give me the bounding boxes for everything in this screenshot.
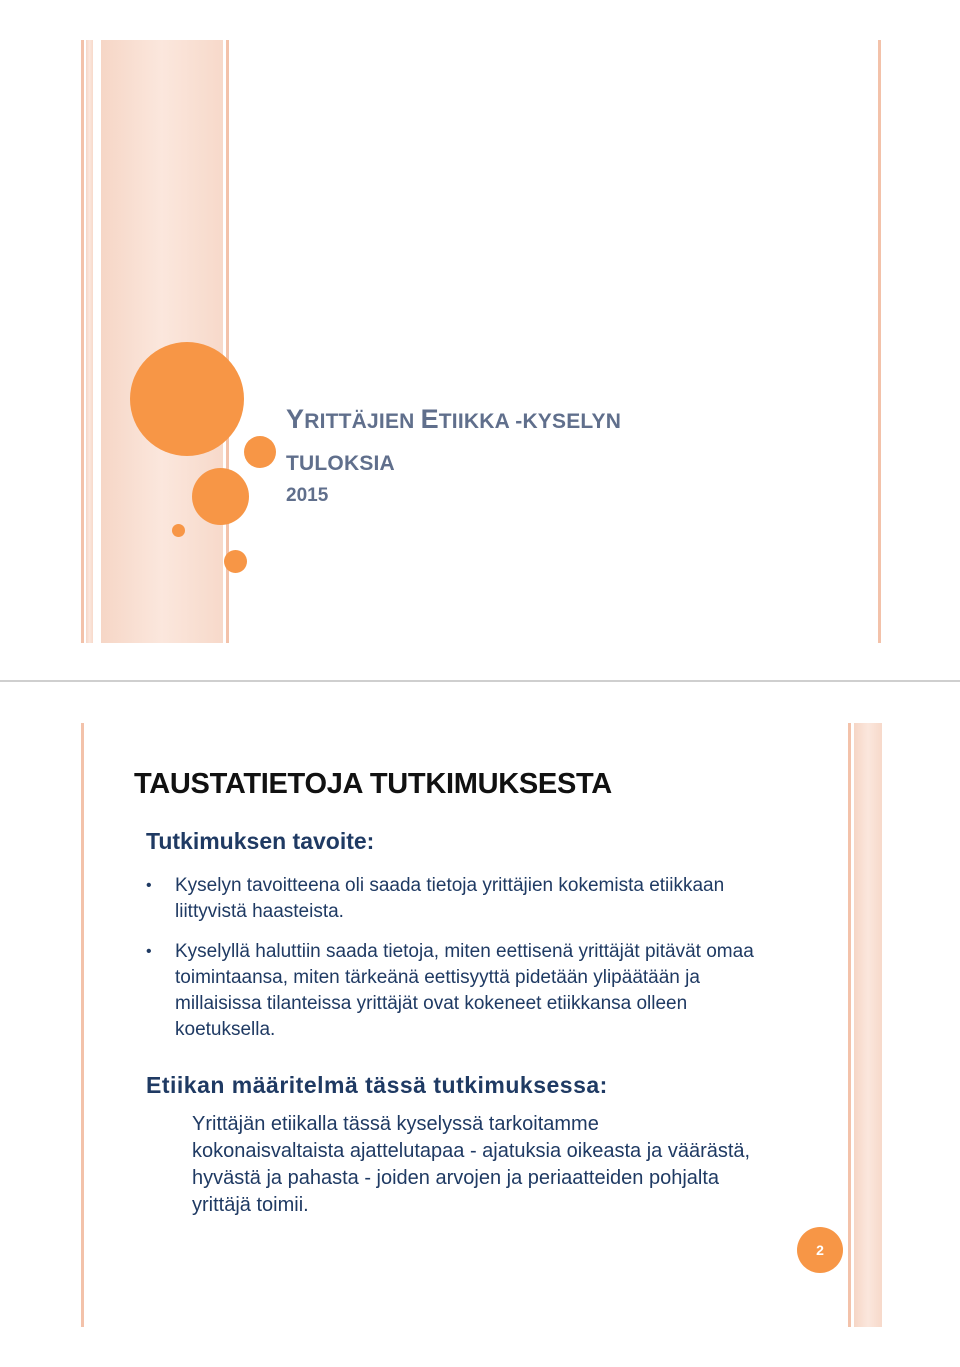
title-segment: KYSELYN xyxy=(522,410,622,433)
decor-stripe xyxy=(86,40,93,643)
decor-stripe xyxy=(81,723,84,1327)
slide-year: 2015 xyxy=(286,485,329,506)
slide-title-line-1 xyxy=(286,398,846,443)
decor-stripe xyxy=(101,40,223,643)
decor-circle-small xyxy=(224,550,247,573)
decor-circle-dot xyxy=(172,524,185,537)
slide-1 xyxy=(0,0,960,680)
decor-stripe xyxy=(878,40,881,643)
decor-stripe xyxy=(848,723,851,1327)
decor-circle-large xyxy=(130,342,244,456)
decor-stripe xyxy=(854,723,882,1327)
title-segment: RITTÄJIEN xyxy=(304,410,421,433)
title-segment: E xyxy=(420,404,439,434)
slide-heading: TAUSTATIETOJA TUTKIMUKSESTA xyxy=(134,768,612,800)
title-segment: Y xyxy=(286,404,305,434)
bullet-item: • Kyselyn tavoitteena oli saada tietoja yrittäjien kokemista etiikkaan liittyvistä haasteista. xyxy=(146,873,766,925)
page-number-badge: 2 xyxy=(797,1227,843,1273)
goal-heading: Tutkimuksen tavoite: xyxy=(146,828,375,854)
slide-title-line-2: TULOKSIA xyxy=(286,452,395,475)
decor-circle-medium xyxy=(192,468,249,525)
definition-text: Yrittäjän etiikalla tässä kyselyssä tarkoitamme kokonaisvaltaista ajattelutapaa - ajatuksia oikeasta ja väärästä, hyvästä ja pahasta - joiden arvojen ja periaatteiden pohjalta yrittäjä toimii. xyxy=(192,1113,751,1216)
definition-heading: Etiikan määritelmä tässä tutkimuksessa: xyxy=(146,1072,608,1098)
decor-stripe xyxy=(81,40,84,643)
slide-title xyxy=(286,398,846,485)
slide-divider xyxy=(0,680,960,682)
bullet-item: • Kyselyllä haluttiin saada tietoja, miten eettisenä yrittäjät pitävät omaa toimintaansa, miten tärkeänä eettisyyttä pidetään ylipäätään ja millaisissa tilanteissa yrittäjät ovat kokeneet etiikkansa olleen koetuksella. xyxy=(146,939,766,1043)
decor-circle-small xyxy=(244,436,276,468)
title-segment: TIIKKA - xyxy=(438,410,523,433)
bullet-list xyxy=(146,873,766,1057)
